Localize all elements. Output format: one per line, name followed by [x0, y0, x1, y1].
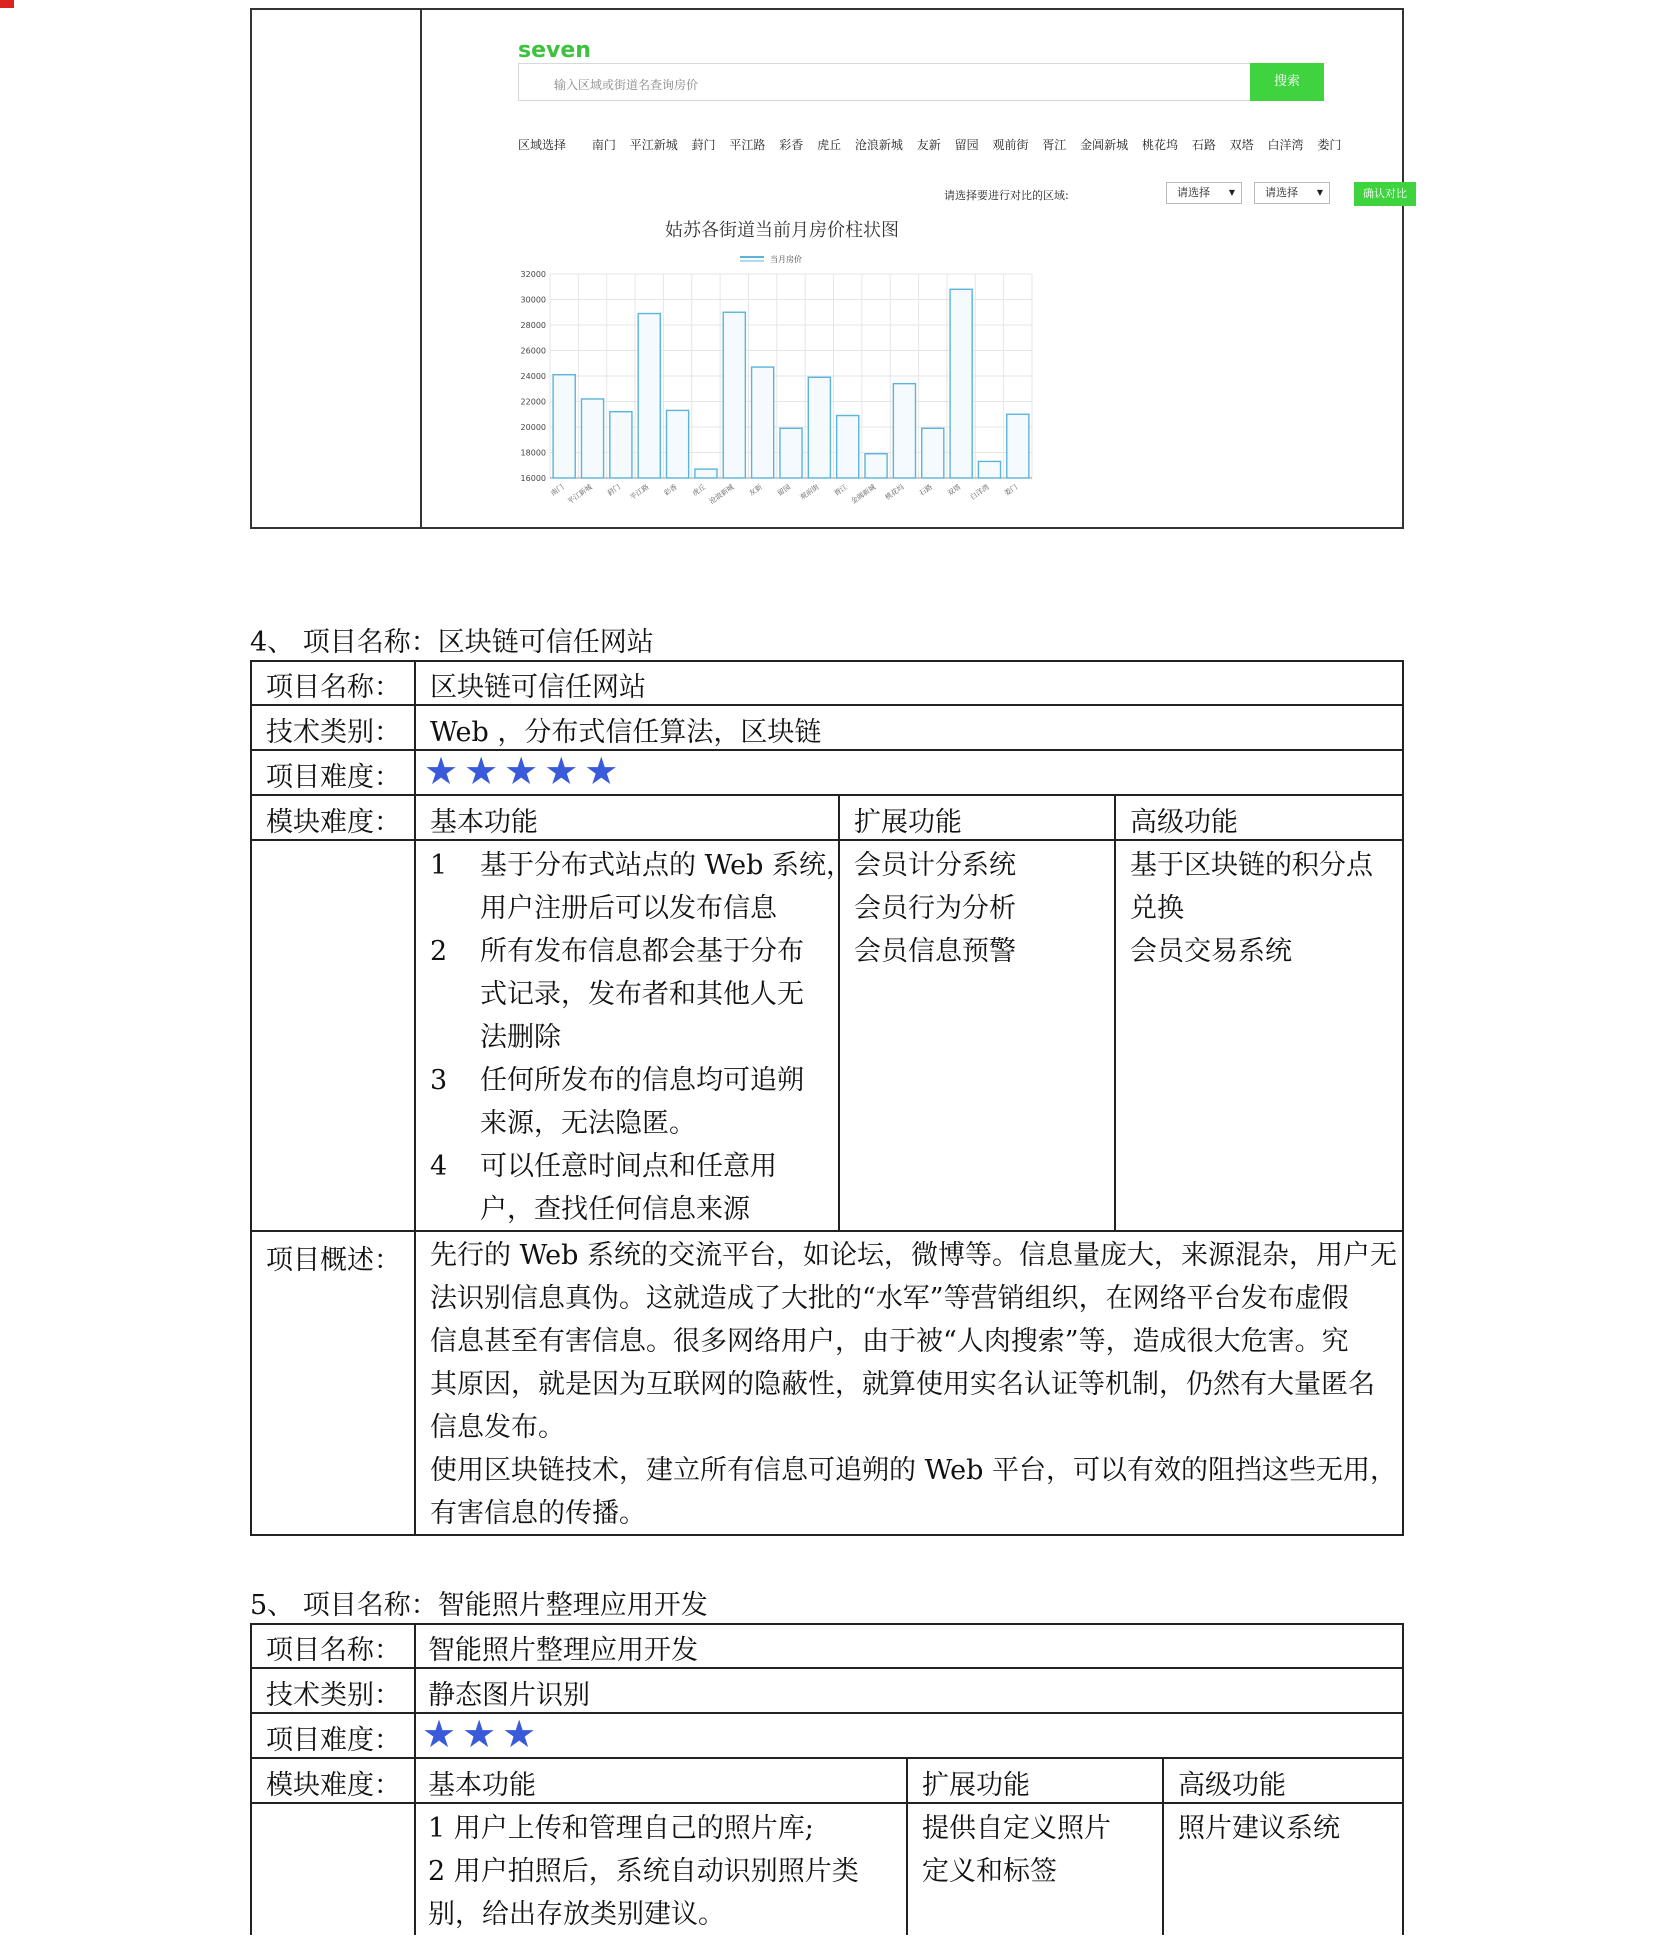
y-tick-label: 24000 — [520, 372, 546, 381]
list-item: 会员计分系统 — [854, 850, 1016, 881]
y-tick-label: 30000 — [520, 295, 546, 305]
ext-header: 扩展功能 — [922, 1770, 1030, 1801]
chart-title: 姑苏各街道当前月房价柱状图 — [665, 220, 899, 241]
item-line: 法删除 — [480, 1022, 561, 1053]
region-link[interactable]: 白洋湾 — [1267, 138, 1304, 152]
chart-bar — [1007, 414, 1029, 478]
region-link[interactable]: 虎丘 — [817, 138, 842, 152]
overview-line: 有害信息的传播。 — [430, 1498, 646, 1529]
difficulty-stars: ★★★ — [422, 1712, 543, 1756]
basic-function-list — [428, 1807, 859, 1936]
table-rule — [1402, 660, 1404, 1536]
region-link[interactable]: 金阊新城 — [1080, 138, 1129, 152]
table-rule — [1402, 1623, 1404, 1935]
item-number: 2 — [430, 936, 448, 967]
list-item: 会员信息预警 — [854, 936, 1016, 967]
list-item: 兑换 — [1130, 893, 1184, 924]
chart-bar — [893, 384, 915, 478]
module-label: 模块难度： — [266, 1770, 401, 1801]
table-rule — [250, 1667, 1404, 1669]
region-link[interactable]: 桃花坞 — [1141, 138, 1178, 152]
region-link[interactable]: 彩香 — [779, 138, 804, 152]
table-rule — [250, 1757, 1404, 1759]
chart-bar — [581, 399, 603, 478]
overview-label: 项目概述： — [266, 1245, 401, 1276]
advanced-function-list — [1130, 844, 1373, 973]
chart-bar — [752, 367, 774, 478]
y-tick-label: 20000 — [520, 423, 546, 432]
x-tick-label: 胥江 — [832, 483, 849, 498]
table-rule — [250, 839, 1404, 841]
site-logo: seven — [518, 38, 591, 63]
y-tick-label: 16000 — [520, 474, 546, 483]
chart-bar — [950, 289, 972, 478]
difficulty-label: 项目难度： — [266, 762, 401, 793]
list-item: 提供自定义照片 — [922, 1813, 1111, 1844]
x-tick-label: 虎丘 — [691, 483, 708, 498]
list-item — [430, 1059, 853, 1145]
x-tick-label: 石路 — [917, 483, 934, 498]
name-label: 项目名称： — [266, 672, 401, 703]
chart-bar — [808, 377, 830, 478]
table-rule — [250, 1802, 1404, 1804]
x-tick-label: 双塔 — [946, 483, 963, 498]
overview-line: 其原因，就是因为互联网的隐蔽性，就算使用实名认证等机制，仍然有大量匿名 — [430, 1369, 1375, 1400]
x-tick-label: 平江路 — [628, 483, 651, 502]
table-rule — [250, 660, 252, 1536]
chart-bar — [553, 375, 575, 478]
extended-function-list — [922, 1807, 1111, 1893]
x-tick-label: 娄门 — [1002, 483, 1019, 498]
item-line: 户，查找任何信息来源 — [480, 1194, 750, 1225]
adv-header: 高级功能 — [1178, 1770, 1286, 1801]
x-tick-label: 观前街 — [798, 483, 821, 502]
overview-line: 法识别信息真伪。这就造成了大批的“水军”等营销组织，在网络平台发布虚假 — [430, 1283, 1349, 1314]
name-label: 项目名称： — [266, 1635, 401, 1666]
item-line: 式记录，发布者和其他人无 — [480, 979, 804, 1010]
adv-header: 高级功能 — [1130, 807, 1238, 838]
difficulty-label: 项目难度： — [266, 1725, 401, 1756]
price-bar-chart — [512, 210, 1052, 510]
chevron-down-icon: ▼ — [1316, 188, 1323, 197]
table-rule — [1162, 1757, 1164, 1935]
x-tick-label: 白洋湾 — [968, 483, 991, 502]
region-link[interactable]: 友新 — [916, 138, 941, 152]
overview-line: 使用区块链技术，建立所有信息可追朔的 Web 平台，可以有效的阻挡这些无用， — [430, 1455, 1397, 1486]
table-rule — [250, 1623, 1404, 1625]
website-screenshot — [422, 10, 1407, 527]
tech-value: Web ，分布式信任算法，区块链 — [430, 717, 822, 748]
item-line: 用户注册后可以发布信息 — [480, 893, 777, 924]
item-number: 3 — [430, 1065, 448, 1096]
region-link[interactable]: 胥江 — [1042, 138, 1067, 152]
compare-prompt: 请选择要进行对比的区域: — [944, 189, 1069, 202]
y-tick-label: 18000 — [520, 448, 546, 458]
table-rule — [414, 1623, 416, 1935]
region-link[interactable]: 沧浪新城 — [854, 138, 903, 152]
table-rule — [250, 704, 1404, 706]
section4-table — [250, 660, 1404, 1536]
chart-bar — [978, 461, 1000, 478]
list-item: 别，给出存放类别建议。 — [428, 1899, 725, 1930]
region-link[interactable]: 娄门 — [1317, 138, 1342, 152]
page-corner-mark — [0, 0, 14, 8]
tech-value: 静态图片识别 — [428, 1680, 590, 1711]
basic-function-list — [430, 844, 853, 1231]
list-item: 照片建议系统 — [1178, 1813, 1340, 1844]
list-item — [430, 844, 853, 930]
region-link[interactable]: 南门 — [591, 138, 616, 152]
x-tick-label: 南门 — [549, 483, 566, 498]
basic-header: 基本功能 — [430, 807, 538, 838]
region-select-2[interactable] — [1254, 182, 1330, 204]
chart-bar — [723, 312, 745, 478]
region-link[interactable]: 葑门 — [691, 138, 716, 152]
chart-bar — [865, 454, 887, 478]
extended-function-list — [854, 844, 1016, 973]
item-number: 4 — [430, 1151, 448, 1182]
region-link[interactable]: 观前街 — [992, 138, 1029, 152]
y-tick-label: 26000 — [520, 346, 546, 356]
table-rule — [414, 660, 416, 1536]
region-link[interactable]: 双塔 — [1229, 138, 1254, 152]
list-item: 1 用户上传和管理自己的照片库; — [428, 1813, 814, 1844]
search-placeholder: 输入区域或街道名查询房价 — [554, 78, 699, 92]
item-line: 任何所发布的信息均可追朔 — [480, 1065, 804, 1096]
x-tick-label: 彩香 — [662, 483, 679, 498]
overview-text — [430, 1234, 1397, 1535]
list-item: 2 用户拍照后，系统自动识别照片类 — [428, 1856, 859, 1887]
region-label: 区域选择 — [518, 138, 567, 152]
list-item — [430, 930, 853, 1059]
overview-line: 信息甚至有害信息。很多网络用户，由于被“人肉搜索”等，造成很大危害。究 — [430, 1326, 1349, 1357]
compare-button[interactable]: 确认对比 — [1354, 182, 1416, 206]
list-item: 定义和标签 — [922, 1856, 1057, 1887]
region-link[interactable]: 平江新城 — [629, 138, 678, 152]
select-value: 请选择 — [1265, 186, 1298, 199]
chart-bar — [610, 412, 632, 478]
overview-line: 信息发布。 — [430, 1412, 565, 1443]
item-line: 基于分布式站点的 Web 系统， — [480, 850, 853, 881]
basic-header: 基本功能 — [428, 1770, 536, 1801]
tech-label: 技术类别： — [266, 717, 401, 748]
module-label: 模块难度： — [266, 807, 401, 838]
item-line: 所有发布信息都会基于分布 — [480, 936, 804, 967]
advanced-function-list — [1178, 1807, 1340, 1850]
region-select-1[interactable] — [1166, 182, 1242, 204]
ext-header: 扩展功能 — [854, 807, 962, 838]
chart-bar — [695, 469, 717, 478]
table-rule — [1114, 794, 1116, 1230]
list-item: 会员交易系统 — [1130, 936, 1292, 967]
item-line: 来源，无法隐匿。 — [480, 1108, 696, 1139]
chart-bar — [922, 428, 944, 478]
legend-label: 当月房价 — [770, 255, 802, 264]
difficulty-stars: ★★★★★ — [424, 749, 625, 793]
x-tick-label: 友新 — [747, 483, 764, 498]
list-item — [430, 1145, 853, 1231]
overview-line: 先行的 Web 系统的交流平台，如论坛，微博等。信息量庞大，来源混杂，用户无 — [430, 1240, 1397, 1271]
x-tick-label: 平江新城 — [566, 483, 594, 506]
y-tick-label: 22000 — [520, 397, 546, 407]
region-link[interactable]: 留园 — [954, 138, 979, 152]
y-tick-label: 28000 — [520, 321, 546, 330]
chart-bar — [667, 410, 689, 478]
table-rule — [250, 794, 1404, 796]
table-rule — [906, 1757, 908, 1935]
search-button[interactable]: 搜索 — [1250, 63, 1324, 101]
section5-heading: 5、 项目名称：智能照片整理应用开发 — [250, 1590, 708, 1621]
chart-bar — [638, 314, 660, 478]
list-item: 基于区块链的积分点 — [1130, 850, 1373, 881]
name-value: 区块链可信任网站 — [430, 672, 646, 703]
tech-label: 技术类别： — [266, 1680, 401, 1711]
x-tick-label: 留园 — [776, 483, 793, 498]
name-value: 智能照片整理应用开发 — [428, 1635, 698, 1666]
region-filter-row — [518, 136, 1351, 153]
chart-bar — [837, 416, 859, 478]
section5-table — [250, 1623, 1404, 1935]
region-link[interactable]: 石路 — [1191, 138, 1216, 152]
table-rule — [250, 660, 1404, 662]
x-tick-label: 金阊新城 — [849, 483, 878, 506]
screenshot-table — [250, 8, 1407, 529]
x-tick-label: 桃花坞 — [883, 483, 906, 502]
x-tick-label: 葑门 — [605, 483, 623, 498]
list-item: 会员行为分析 — [854, 893, 1016, 924]
section4-heading: 4、 项目名称：区块链可信任网站 — [250, 627, 654, 658]
chart-bar — [780, 428, 802, 478]
x-tick-label: 沧浪新城 — [707, 483, 736, 506]
y-tick-label: 32000 — [520, 270, 546, 279]
table-rule — [250, 1623, 252, 1935]
chevron-down-icon: ▼ — [1228, 188, 1235, 197]
item-line: 可以任意时间点和任意用 — [480, 1151, 777, 1182]
select-value: 请选择 — [1177, 186, 1210, 199]
region-link[interactable]: 平江路 — [729, 138, 766, 152]
item-number: 1 — [430, 850, 448, 881]
